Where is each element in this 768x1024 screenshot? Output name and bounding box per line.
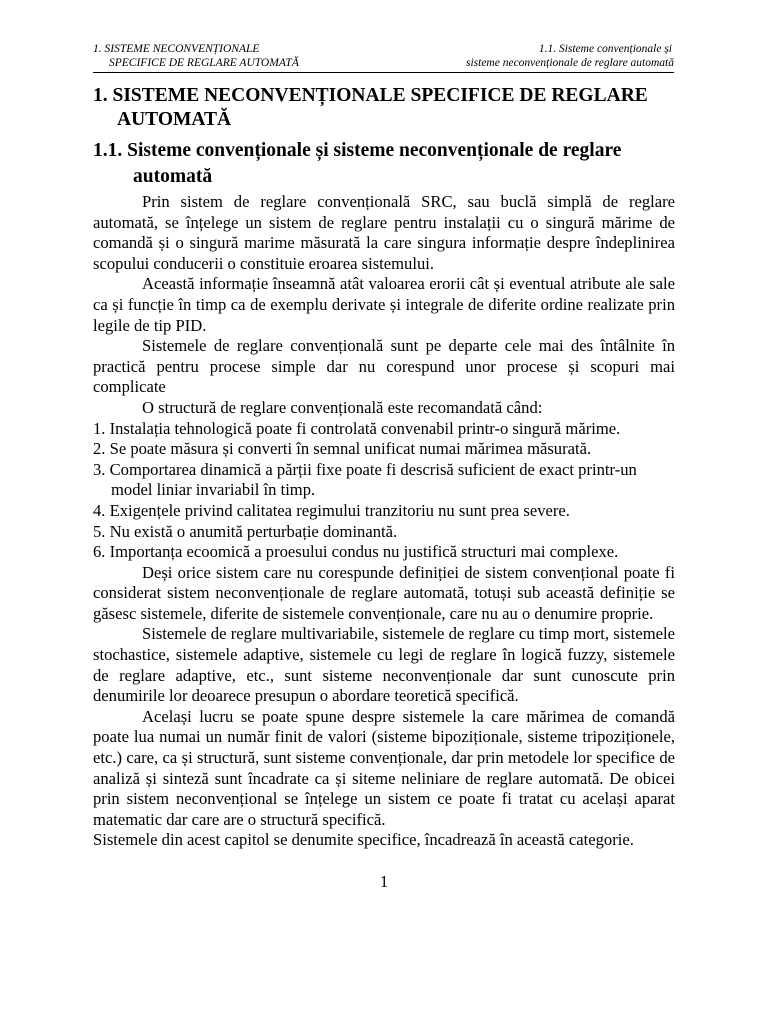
list-item: 5. Nu există o anumită perturbație dominantă.: [93, 521, 398, 541]
paragraph: Același lucru se poate spune despre sistemele la care mărimea de comandă poate lua numai un număr finit de valori (sisteme bipoziționale, sisteme tripoziționele, etc.) care, ca și structură, sunt sisteme convenționale, dar prin metodele lor specifice de analiză și sinteză sunt încadrate ca și siteme neliniare de reglare automată. De obicei prin sistem neconvențional se înțelege un sistem ce poate fi tratat cu același aparat matematic dar care are o structură specifică.: [93, 706, 675, 829]
body-text: [93, 192, 675, 851]
list-item: 6. Importanța ecoomică a proesului condus nu justifică structuri mai complexe.: [93, 542, 619, 562]
list-item: 3. Comportarea dinamică a părții fixe poate fi descrisă suficient de exact printr-un model liniar invariabil în timp.: [93, 459, 637, 500]
running-header-right: [466, 42, 674, 70]
closing-line: Sistemele din acest capitol se denumite specifice, încadrează în această categorie.: [93, 830, 634, 850]
chapter-title: 1. SISTEME NECONVENȚIONALE SPECIFICE DE REGLARE AUTOMATĂ: [93, 85, 648, 130]
page-content: [93, 84, 675, 851]
running-header-left: [93, 42, 299, 70]
paragraph: Sistemele de reglare convențională sunt pe departe cele mai des întâlnite în practică pentru procese simple dar nu corespund unor procese și scopuri mai complicate: [93, 336, 675, 397]
running-header-left-line1: 1. SISTEME NECONVENȚIONALE: [93, 43, 260, 55]
running-header: [93, 42, 674, 73]
running-header-right-line1: 1.1. Sisteme convenționale și: [538, 43, 672, 55]
paragraph: O structură de reglare convențională este recomandată când:: [142, 397, 543, 417]
running-header-right-line2: sisteme neconvenționale de reglare automată: [465, 57, 674, 69]
paragraph: Sistemele de reglare multivariabile, sistemele de reglare cu timp mort, sistemele stochastice, sistemele adaptive, sistemele cu legi de reglare în logică fuzzy, sistemele de reglare adaptive, etc., sunt sisteme neconvenționale dar sunt cunoscute prin denumirile lor deoarece presupun o abordare teoretică specifică.: [93, 624, 675, 706]
section-title: 1.1. Sisteme convenționale și sisteme neconvenționale de reglare automată: [93, 140, 622, 187]
page-number: 1: [379, 872, 389, 891]
list-item: 4. Exigențele privind calitatea regimului tranzitoriu nu sunt prea severe.: [93, 500, 570, 520]
running-header-left-line2: SPECIFICE DE REGLARE AUTOMATĂ: [109, 57, 299, 69]
list-item: 1. Instalația tehnologică poate fi controlată convenabil printr-o singură mărime.: [93, 418, 621, 438]
paragraph: Prin sistem de reglare convențională SRC, sau buclă simplă de reglare automată, se înțelege un sistem de reglare pentru instalații cu o singură mărime de comandă și o singură marime măsurată la care singura informație despre îndeplinirea scopului conducerii o constituie eroarea sistemului.: [93, 192, 675, 273]
paragraph: Deși orice sistem care nu corespunde definiției de sistem convențional poate fi considerat sistem neconvenționale de reglare automată, totuși sub această definiție se găsesc sistemele, diferite de sistemele convenționale, care nu au o denumire proprie.: [93, 562, 675, 623]
conditions-list: [93, 419, 675, 563]
paragraph: Această informație înseamnă atât valoarea erorii cât și eventual atribute ale sale ca și funcție în timp ca de exemplu derivate și integrale de diferite ordine realizate prin legile de tip PID.: [93, 274, 675, 335]
list-item: 2. Se poate măsura și converti în semnal unificat numai mărimea măsurată.: [93, 439, 592, 459]
